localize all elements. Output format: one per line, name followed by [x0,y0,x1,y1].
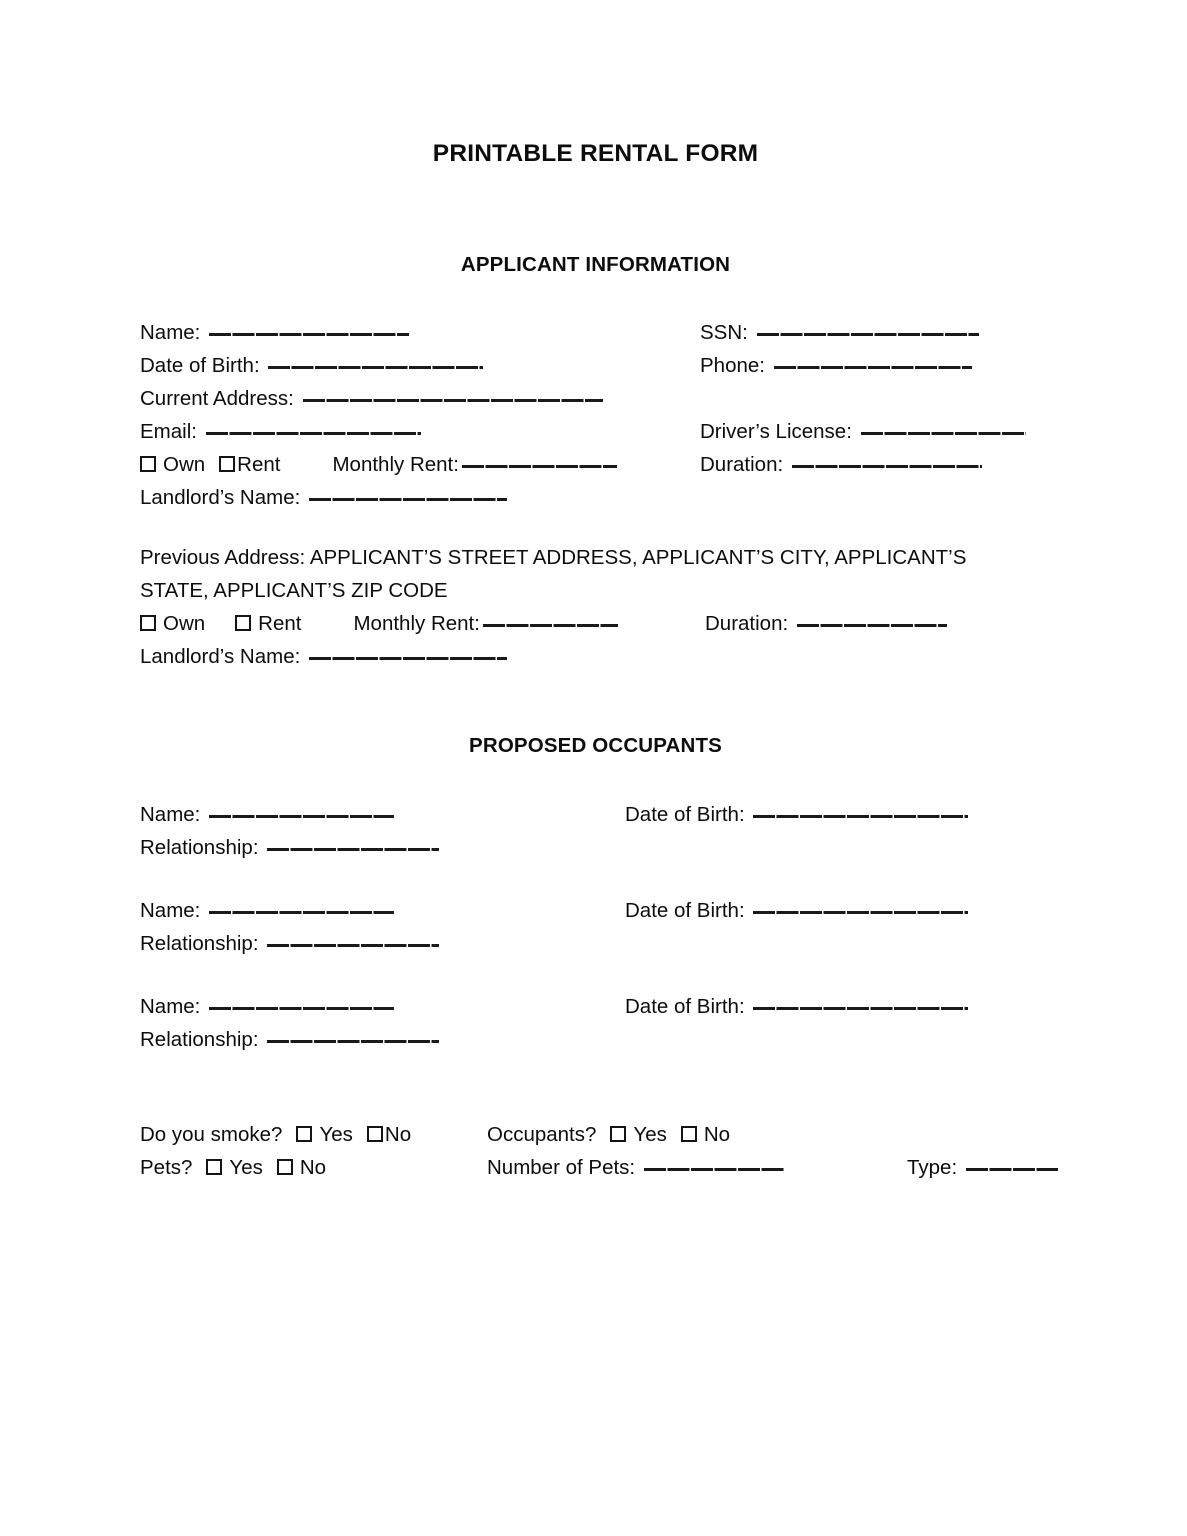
field-label-duration-previous: Duration: [705,612,789,635]
field-label-pet-type: Type: [907,1156,958,1179]
field-blank-current-address[interactable] [303,385,603,401]
checkbox-label-occupants-yes: Yes [633,1123,667,1146]
page-title: PRINTABLE RENTAL FORM [432,140,759,167]
field-blank-number-of-pets[interactable] [644,1154,784,1170]
field-label-occupant-dob-1: Date of Birth: [625,803,745,826]
field-label-occupant-dob-2: Date of Birth: [625,899,745,922]
occupant-relationship-row-1 [140,831,440,864]
field-blank-duration-previous[interactable] [797,610,947,626]
field-value-previous-address: APPLICANT’S STREET ADDRESS, APPLICANT’S CITY, APPLICANT’S STATE, APPLICANT’S ZIP CODE [140,546,967,602]
field-drivers-license [700,415,1027,448]
occupant-relationship-row-2 [140,927,440,960]
field-label-landlord-name-previous: Landlord’s Name: [140,645,301,668]
occupant-name-row-1 [140,798,395,831]
field-label-drivers-license: Driver’s License: [700,420,852,443]
field-blank-occupant-name-3[interactable] [209,993,394,1009]
field-label-phone: Phone: [700,354,765,377]
checkbox-label-pets-no: No [299,1156,327,1179]
section-heading-applicant-information: APPLICANT INFORMATION [460,253,731,276]
field-blank-phone[interactable] [774,352,972,368]
field-blank-pet-type[interactable] [966,1154,1058,1170]
field-label-previous-address: Previous Address: [140,546,306,569]
question-label-pets: Pets? [140,1156,193,1179]
field-blank-monthly-rent-current[interactable] [462,451,617,467]
field-label-occupant-relationship-2: Relationship: [140,932,259,955]
checkbox-occupants-no[interactable] [681,1126,698,1143]
checkbox-rent-previous[interactable] [235,615,252,632]
field-current-address [140,382,604,415]
field-label-occupant-relationship-1: Relationship: [140,836,259,859]
checkbox-label-rent-current: Rent [237,453,281,476]
field-blank-occupant-name-1[interactable] [209,801,394,817]
field-blank-name[interactable] [209,319,409,335]
field-blank-email[interactable] [206,418,421,434]
field-blank-date-of-birth[interactable] [268,352,483,368]
checkbox-label-own-previous: Own [163,612,206,635]
checkbox-own-previous[interactable] [140,615,157,632]
field-blank-occupant-name-2[interactable] [209,897,394,913]
field-label-occupant-relationship-3: Relationship: [140,1028,259,1051]
checkbox-occupants-yes[interactable] [610,1126,627,1143]
field-blank-occupant-dob-3[interactable] [753,993,968,1009]
question-label-smoke: Do you smoke? [140,1123,283,1146]
checkbox-label-occupants-no: No [703,1123,731,1146]
checkbox-smoke-yes[interactable] [296,1126,313,1143]
field-pet-type [907,1151,1059,1184]
checkbox-label-pets-yes: Yes [229,1156,263,1179]
field-blank-duration-current[interactable] [792,451,982,467]
checkbox-own-current[interactable] [140,456,157,473]
field-ssn [700,316,980,349]
field-blank-drivers-license[interactable] [861,418,1026,434]
tenure-row-previous [140,607,619,640]
checkbox-pets-no[interactable] [277,1159,294,1176]
field-number-of-pets [487,1151,785,1184]
checkbox-pets-yes[interactable] [206,1159,223,1176]
field-email [140,415,422,448]
occupant-dob-row-3 [625,990,969,1023]
question-label-occupants: Occupants? [487,1123,597,1146]
question-pets [140,1151,326,1184]
field-label-occupant-name-3: Name: [140,995,201,1018]
field-landlord-name-current [140,481,508,514]
field-label-email: Email: [140,420,197,443]
field-label-monthly-rent-previous: Monthly Rent: [353,612,480,635]
field-blank-occupant-dob-2[interactable] [753,897,968,913]
checkbox-label-rent-previous: Rent [258,612,302,635]
field-label-current-address: Current Address: [140,387,294,410]
checkbox-label-own-current: Own [163,453,206,476]
field-blank-occupant-dob-1[interactable] [753,801,968,817]
field-label-ssn: SSN: [700,321,748,344]
field-landlord-name-previous [140,640,508,673]
field-label-date-of-birth: Date of Birth: [140,354,260,377]
field-label-duration-current: Duration: [700,453,784,476]
previous-address-paragraph [140,541,1000,607]
tenure-row-current [140,448,618,481]
occupant-dob-row-1 [625,798,969,831]
checkbox-label-smoke-yes: Yes [319,1123,353,1146]
field-blank-occupant-relationship-2[interactable] [267,930,439,946]
field-label-number-of-pets: Number of Pets: [487,1156,636,1179]
field-duration-current [700,448,983,481]
section-heading-proposed-occupants: PROPOSED OCCUPANTS [469,734,722,757]
occupant-dob-row-2 [625,894,969,927]
field-duration-previous [705,607,948,640]
field-blank-landlord-name-current[interactable] [309,484,507,500]
occupant-name-row-3 [140,990,395,1023]
occupant-name-row-2 [140,894,395,927]
question-smoke [140,1118,411,1151]
field-label-occupant-name-2: Name: [140,899,201,922]
field-phone [700,349,973,382]
checkbox-label-smoke-no: No [384,1123,412,1146]
checkbox-rent-current[interactable] [219,456,236,473]
field-blank-landlord-name-previous[interactable] [309,643,507,659]
field-label-landlord-name-current: Landlord’s Name: [140,486,301,509]
field-blank-occupant-relationship-1[interactable] [267,834,439,850]
occupant-relationship-row-3 [140,1023,440,1056]
field-date-of-birth [140,349,484,382]
checkbox-smoke-no[interactable] [367,1126,384,1143]
field-blank-monthly-rent-previous[interactable] [483,610,618,626]
field-name [140,316,410,349]
field-blank-ssn[interactable] [757,319,979,335]
field-label-occupant-dob-3: Date of Birth: [625,995,745,1018]
field-blank-occupant-relationship-3[interactable] [267,1026,439,1042]
question-occupants [487,1118,730,1151]
field-label-name: Name: [140,321,201,344]
field-label-occupant-name-1: Name: [140,803,201,826]
field-label-monthly-rent-current: Monthly Rent: [332,453,459,476]
